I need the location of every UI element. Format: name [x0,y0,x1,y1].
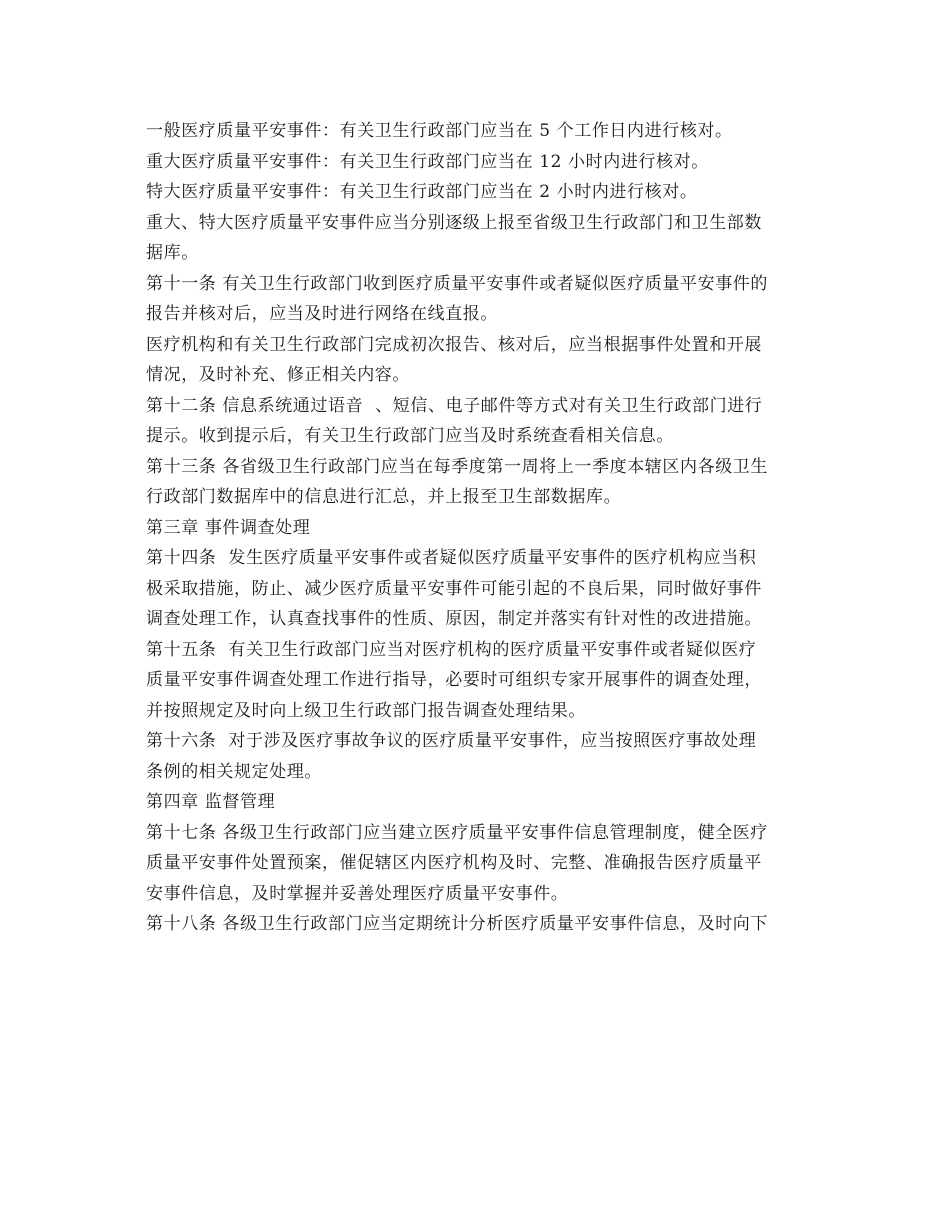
article-12-line: 第十二条 信息系统通过语音 、短信、电子邮件等方式对有关卫生行政部门进行 [146,395,763,416]
article-18-line: 第十八条 各级卫生行政部门应当定期统计分析医疗质量平安事件信息，及时向下 [146,914,769,934]
text-line: 重大医疗质量平安事件：有关卫生行政部门应当在 12 小时内进行核对。 [146,151,709,172]
article-17-line: 第十七条 各级卫生行政部门应当建立医疗质量平安事件信息管理制度，健全医疗 [146,822,769,843]
text-line: 特大医疗质量平安事件：有关卫生行政部门应当在 2 小时内进行核对。 [146,182,698,202]
article-11-line: 第十一条 有关卫生行政部门收到医疗质量平安事件或者疑似医疗质量平安事件的 [146,273,769,294]
text-line: 提示。收到提示后，有关卫生行政部门应当及时系统查看相关信息。 [146,426,674,446]
text-line: 质量平安事件处置预案，催促辖区内医疗机构及时、完整、准确报告医疗质量平 [146,853,762,873]
text-line: 并按照规定及时向上级卫生行政部门报告调查处理结果。 [146,700,586,721]
text-line: 据库。 [146,243,199,263]
text-line: 安事件信息，及时掌握并妥善处理医疗质量平安事件。 [146,883,569,904]
chapter-4-heading: 第四章 监督管理 [146,792,276,812]
document-body [146,116,816,940]
text-line: 重大、特大医疗质量平安事件应当分别逐级上报至省级卫生行政部门和卫生部数 [146,212,762,233]
article-15-line: 第十五条 有关卫生行政部门应当对医疗机构的医疗质量平安事件或者疑似医疗 [146,639,757,660]
text-line: 行政部门数据库中的信息进行汇总，并上报至卫生部数据库。 [146,487,622,507]
text-line: 调查处理工作，认真查找事件的性质、原因，制定并落实有针对性的改进措施。 [146,609,762,629]
text-line: 极采取措施，防止、减少医疗质量平安事件可能引起的不良后果，同时做好事件 [146,578,762,599]
article-14-line: 第十四条 发生医疗质量平安事件或者疑似医疗质量平安事件的医疗机构应当积 [146,548,757,568]
article-13-line: 第十三条 各省级卫生行政部门应当在每季度第一周将上一季度本辖区内各级卫生 [146,456,769,477]
article-16-line: 第十六条 对于涉及医疗事故争议的医疗质量平安事件，应当按照医疗事故处理 [146,731,757,751]
text-line: 条例的相关规定处理。 [146,761,322,782]
text-line: 质量平安事件调查处理工作进行指导，必要时可组织专家开展事件的调查处理， [146,670,762,690]
text-line: 报告并核对后，应当及时进行网络在线直报。 [146,304,498,324]
text-line: 情况，及时补充、修正相关内容。 [146,365,410,385]
chapter-3-heading: 第三章 事件调查处理 [146,517,311,538]
text-line: 一般医疗质量平安事件：有关卫生行政部门应当在 5 个工作日内进行核对。 [146,121,733,141]
text-line: 医疗机构和有关卫生行政部门完成初次报告、核对后，应当根据事件处置和开展 [146,334,762,355]
